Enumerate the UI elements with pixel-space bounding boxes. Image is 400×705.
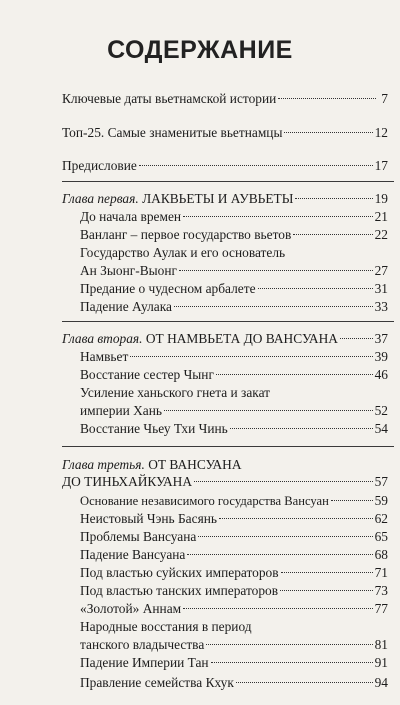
dot-leader bbox=[278, 98, 376, 99]
page-number: 39 bbox=[374, 349, 388, 364]
toc-entry bbox=[62, 124, 388, 142]
toc-entry bbox=[80, 636, 388, 654]
dot-leader bbox=[130, 356, 372, 357]
dot-leader bbox=[139, 165, 373, 166]
chapter-heading bbox=[62, 190, 388, 208]
toc-entry bbox=[80, 262, 388, 280]
entry-title: Под властью танских императоров bbox=[80, 583, 279, 598]
entry-title-line: Народные восстания в период bbox=[80, 619, 252, 634]
dot-leader bbox=[187, 554, 372, 555]
dot-leader bbox=[206, 644, 372, 645]
toc-entry bbox=[80, 280, 388, 298]
page-number: 73 bbox=[374, 583, 388, 598]
toc-entry bbox=[80, 226, 388, 244]
dot-leader bbox=[174, 306, 373, 307]
section-divider bbox=[62, 321, 394, 322]
chapter-prefix: Глава третья. bbox=[62, 457, 145, 472]
page-number: 81 bbox=[374, 637, 388, 652]
dot-leader bbox=[183, 608, 372, 609]
page-number: 62 bbox=[374, 511, 388, 526]
dot-leader bbox=[295, 198, 372, 199]
chapter-title: ЛАКВЬЕТЫ И АУВЬЕТЫ bbox=[142, 191, 294, 206]
toc-entry bbox=[80, 366, 388, 384]
dot-leader bbox=[281, 572, 373, 573]
page-number: 54 bbox=[374, 421, 388, 436]
entry-title: Проблемы Вансуана bbox=[80, 529, 197, 544]
page-number: 12 bbox=[374, 125, 388, 140]
page-number: 77 bbox=[374, 601, 388, 616]
toc-entry bbox=[80, 208, 388, 226]
toc-entry bbox=[80, 420, 388, 438]
entry-title: Падение Аулака bbox=[80, 299, 172, 314]
page-title: СОДЕРЖАНИЕ bbox=[107, 36, 293, 64]
chapter-heading-line bbox=[62, 456, 242, 474]
entry-title: Правление семейства Кхук bbox=[80, 675, 234, 690]
dot-leader bbox=[236, 682, 373, 683]
toc-entry bbox=[80, 492, 388, 510]
dot-leader bbox=[284, 132, 372, 133]
dot-leader bbox=[258, 288, 373, 289]
chapter-title: ОТ ВАНСУАНА bbox=[148, 457, 242, 472]
dot-leader bbox=[219, 518, 373, 519]
page-number: 17 bbox=[374, 158, 388, 173]
entry-title: До начала времен bbox=[80, 209, 182, 224]
entry-title: Восстание сестер Чынг bbox=[80, 367, 214, 382]
dot-leader bbox=[179, 270, 373, 271]
entry-title: Неистовый Чэнь Басянь bbox=[80, 511, 218, 526]
dot-leader bbox=[194, 481, 373, 482]
toc-entry bbox=[80, 582, 388, 600]
dot-leader bbox=[164, 410, 373, 411]
entry-title: Падение Империи Тан bbox=[80, 655, 209, 670]
toc-entry bbox=[80, 546, 388, 564]
page-number: 94 bbox=[374, 675, 388, 690]
dot-leader bbox=[211, 662, 373, 663]
page-number: 19 bbox=[374, 191, 388, 206]
dot-leader bbox=[331, 500, 373, 501]
page-number: 52 bbox=[374, 403, 388, 418]
dot-leader bbox=[216, 374, 373, 375]
toc-entry bbox=[80, 402, 388, 420]
page-number: 22 bbox=[374, 227, 388, 242]
toc-entry bbox=[80, 510, 388, 528]
page-number: 27 bbox=[374, 263, 388, 278]
chapter-prefix: Глава вторая. bbox=[62, 331, 143, 346]
entry-title: Под властью суйских императоров bbox=[80, 565, 279, 580]
toc-entry bbox=[62, 90, 388, 108]
toc-entry bbox=[80, 600, 388, 618]
page-number: 37 bbox=[374, 331, 388, 346]
dot-leader bbox=[198, 536, 372, 537]
chapter-title: ДО ТИНЬХАЙКУАНА bbox=[62, 474, 193, 489]
toc-entry bbox=[62, 157, 388, 175]
entry-title: Основание независимого государства Вансуан bbox=[80, 494, 329, 508]
entry-title: Намвьет bbox=[80, 349, 129, 364]
page-number: 59 bbox=[374, 493, 388, 508]
page-number: 71 bbox=[374, 565, 388, 580]
entry-title: империи Хань bbox=[80, 403, 163, 418]
entry-title: Предание о чудесном арбалете bbox=[80, 281, 256, 296]
page-number: 91 bbox=[374, 655, 388, 670]
dot-leader bbox=[280, 590, 373, 591]
dot-leader bbox=[230, 428, 373, 429]
toc-entry bbox=[80, 348, 388, 366]
dot-leader bbox=[340, 338, 373, 339]
toc-entry bbox=[80, 654, 388, 672]
entry-title: Топ-25. Самые знаменитые вьетнамцы bbox=[62, 125, 283, 140]
entry-title: танского владычества bbox=[80, 637, 205, 652]
toc-entry bbox=[80, 564, 388, 582]
dot-leader bbox=[293, 234, 372, 235]
entry-title: Восстание Чьеу Тхи Чинь bbox=[80, 421, 228, 436]
section-divider bbox=[62, 446, 394, 447]
page-number: 33 bbox=[374, 299, 388, 314]
entry-title-line: Усиление ханьского гнета и закат bbox=[80, 385, 271, 400]
page-number: 21 bbox=[374, 209, 388, 224]
chapter-title: ОТ НАМВЬЕТА ДО ВАНСУАНА bbox=[145, 331, 338, 346]
entry-title: Предисловие bbox=[62, 158, 137, 173]
entry-title: Падение Вансуана bbox=[80, 547, 186, 562]
entry-title: Ключевые даты вьетнамской истории bbox=[62, 91, 277, 106]
entry-title: «Золотой» Аннам bbox=[80, 601, 182, 616]
toc-entry bbox=[80, 528, 388, 546]
entry-title: Ан Зыонг-Выонг bbox=[80, 263, 177, 278]
chapter-heading bbox=[62, 473, 388, 491]
chapter-heading bbox=[62, 330, 388, 348]
entry-title-line: Государство Аулак и его основатель bbox=[80, 245, 286, 260]
page-number: 57 bbox=[374, 474, 388, 489]
dot-leader bbox=[183, 216, 373, 217]
page-number: 31 bbox=[374, 281, 388, 296]
page-number: 46 bbox=[374, 367, 388, 382]
toc-entry bbox=[80, 674, 388, 692]
entry-title: Ванланг – первое государство вьетов bbox=[80, 227, 292, 242]
page-number: 65 bbox=[374, 529, 388, 544]
section-divider bbox=[62, 181, 394, 182]
chapter-prefix: Глава первая. bbox=[62, 191, 139, 206]
page-number: 68 bbox=[374, 547, 388, 562]
toc-entry bbox=[80, 298, 388, 316]
page-number: 7 bbox=[381, 91, 388, 106]
